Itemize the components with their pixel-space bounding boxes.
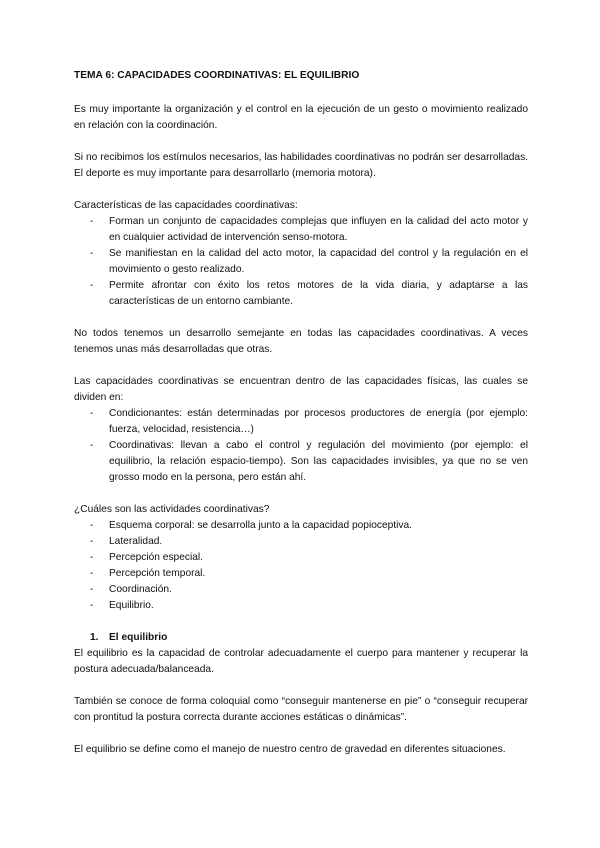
classification-list <box>74 406 528 486</box>
dash-bullet: - <box>90 280 94 291</box>
list-item: - Lateralidad. <box>74 534 528 550</box>
classification-intro: Las capacidades coordinativas se encuentran dentro de las capacidades físicas, las cuales se dividen en: <box>74 376 528 403</box>
dash-bullet: - <box>90 552 94 563</box>
document-body <box>74 68 528 758</box>
activities-question: ¿Cuáles son las actividades coordinativas? <box>74 504 270 515</box>
list-item: - Equilibrio. <box>74 598 528 614</box>
list-item: - Percepción temporal. <box>74 566 528 582</box>
activities-list <box>74 518 528 614</box>
dash-bullet: - <box>90 248 94 259</box>
section-number: 1. <box>90 632 99 643</box>
development-paragraph: No todos tenemos un desarrollo semejante en todas las capacidades coordinativas. A veces tenemos unas más desarrolladas que otras. <box>74 328 528 355</box>
list-item: - Forman un conjunto de capacidades complejas que influyen en la calidad del acto motor y en cualquier actividad de intervención senso-motora. <box>90 216 528 243</box>
dash-bullet: - <box>90 408 94 419</box>
intro-paragraph-1: Es muy importante la organización y el control en la ejecución de un gesto o movimiento realizado en relación con la coordinación. <box>74 104 528 131</box>
dash-bullet: - <box>90 600 94 611</box>
section-paragraph-2: También se conoce de forma coloquial como “conseguir mantenerse en pie” o “conseguir recuperar con prontitud la postura correcta durante acciones estáticas o dinámicas”. <box>74 696 528 723</box>
list-item: - Esquema corporal: se desarrolla junto a la capacidad popioceptiva. <box>74 518 528 534</box>
dash-bullet: - <box>90 584 94 595</box>
characteristics-heading: Características de las capacidades coordinativas: <box>74 200 298 211</box>
list-item: - Coordinación. <box>74 582 528 598</box>
list-item: - Condicionantes: están determinadas por procesos productores de energía (por ejemplo: fuerza, velocidad, resistencia…) <box>90 408 528 435</box>
section-heading-equilibrio: 1. El equilibrio <box>74 630 528 646</box>
section-paragraph-3: El equilibrio se define como el manejo de nuestro centro de gravedad en diferentes situaciones. <box>74 744 506 755</box>
list-item: - Se manifiestan en la calidad del acto motor, la capacidad del control y la regulación en el movimiento o gesto realizado. <box>90 248 528 275</box>
dash-bullet: - <box>90 216 94 227</box>
section-paragraph-1: El equilibrio es la capacidad de controlar adecuadamente el cuerpo para mantener y recuperar la postura adecuada/balanceada. <box>74 648 528 675</box>
dash-bullet: - <box>90 440 94 451</box>
dash-bullet: - <box>90 536 94 547</box>
characteristics-list <box>74 214 528 310</box>
list-item: - Percepción especial. <box>74 550 528 566</box>
intro-paragraph-2: Si no recibimos los estímulos necesarios, las habilidades coordinativas no podrán ser desarrolladas. El deporte es muy importante para desarrollarlo (memoria motora). <box>74 152 528 179</box>
dash-bullet: - <box>90 568 94 579</box>
page-title: TEMA 6: CAPACIDADES COORDINATIVAS: EL EQUILIBRIO <box>74 70 360 81</box>
dash-bullet: - <box>90 520 94 531</box>
list-item: - Permite afrontar con éxito los retos motores de la vida diaria, y adaptarse a las características de un entorno cambiante. <box>90 280 528 307</box>
list-item: - Coordinativas: llevan a cabo el control y regulación del movimiento (por ejemplo: el equilibrio, la relación espacio-tiempo). Son las capacidades invisibles, ya que no se ven grosso modo en la persona, pero están ahí. <box>90 440 528 483</box>
